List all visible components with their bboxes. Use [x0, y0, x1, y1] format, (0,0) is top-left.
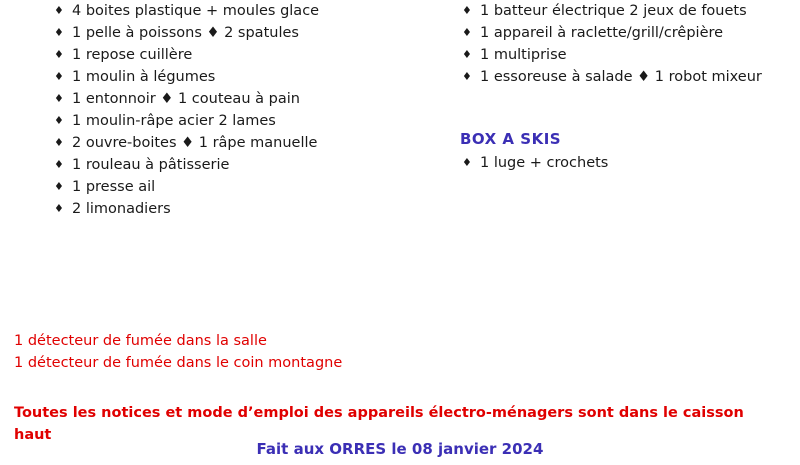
diamond-bullet-icon: ♦: [54, 114, 64, 127]
right-column: [460, 0, 790, 174]
list-item-label: 1 presse ail: [72, 179, 156, 195]
list-item: [460, 66, 790, 88]
list-item: [52, 0, 412, 22]
diamond-bullet-icon: ♦: [462, 4, 472, 17]
list-item: [52, 88, 412, 110]
list-item: [52, 154, 412, 176]
list-item: [52, 66, 412, 88]
list-item-label: 4 boites plastique + moules glace: [72, 3, 320, 19]
diamond-bullet-icon: ♦: [54, 136, 64, 149]
diamond-bullet-icon: ♦: [54, 70, 64, 83]
list-item-label: 1 pelle à poissons ♦ 2 spatules: [72, 25, 299, 41]
list-item-label: 1 entonnoir ♦ 1 couteau à pain: [72, 91, 300, 107]
list-item-label: 1 moulin à légumes: [72, 69, 216, 85]
smoke-detector-note-2: 1 détecteur de fumée dans le coin montagne: [14, 355, 343, 371]
list-item-label: 1 rouleau à pâtisserie: [72, 157, 230, 173]
kitchen-items-list-right: [460, 0, 790, 88]
document-footer: Fait aux ORRES le 08 janvier 2024: [256, 440, 544, 458]
section-title-box-a-skis: BOX A SKIS: [460, 130, 562, 148]
list-item: [52, 22, 412, 44]
list-item: [52, 198, 412, 220]
diamond-bullet-icon: ♦: [462, 48, 472, 61]
diamond-bullet-icon: ♦: [54, 48, 64, 61]
diamond-bullet-icon: ♦: [54, 26, 64, 39]
diamond-bullet-icon: ♦: [54, 158, 64, 171]
list-item-label: 1 essoreuse à salade ♦ 1 robot mixeur: [480, 69, 762, 85]
list-item-label: 1 repose cuillère: [72, 47, 193, 63]
list-item-label: 2 ouvre-boites ♦ 1 râpe manuelle: [72, 135, 318, 151]
kitchen-items-list-left: [52, 0, 412, 220]
diamond-bullet-icon: ♦: [54, 4, 64, 17]
list-item-label: 1 batteur électrique 2 jeux de fouets: [480, 3, 747, 19]
list-item-label: 2 limonadiers: [72, 201, 171, 217]
diamond-bullet-icon: ♦: [54, 202, 64, 215]
list-item: [460, 44, 790, 66]
list-item: [52, 132, 412, 154]
ski-box-items-list: [460, 152, 790, 174]
diamond-bullet-icon: ♦: [462, 70, 472, 83]
list-item: [460, 22, 790, 44]
list-item-label: 1 appareil à raclette/grill/crêpière: [480, 25, 724, 41]
list-item: [460, 0, 790, 22]
diamond-bullet-icon: ♦: [462, 156, 472, 169]
notes-section: [14, 330, 784, 446]
list-item-label: 1 moulin-râpe acier 2 lames: [72, 113, 276, 129]
list-item-label: 1 multiprise: [480, 47, 567, 63]
left-column: [52, 0, 412, 220]
diamond-bullet-icon: ♦: [54, 180, 64, 193]
list-item-label: 1 luge + crochets: [480, 155, 609, 171]
list-item: [52, 176, 412, 198]
list-item: [52, 110, 412, 132]
smoke-detector-note-1: 1 détecteur de fumée dans la salle: [14, 333, 267, 349]
list-item: [460, 152, 790, 174]
list-item: [52, 44, 412, 66]
diamond-bullet-icon: ♦: [462, 26, 472, 39]
manuals-note: Toutes les notices et mode d’emploi des appareils électro-ménagers sont dans le caisson haut: [14, 405, 744, 443]
diamond-bullet-icon: ♦: [54, 92, 64, 105]
